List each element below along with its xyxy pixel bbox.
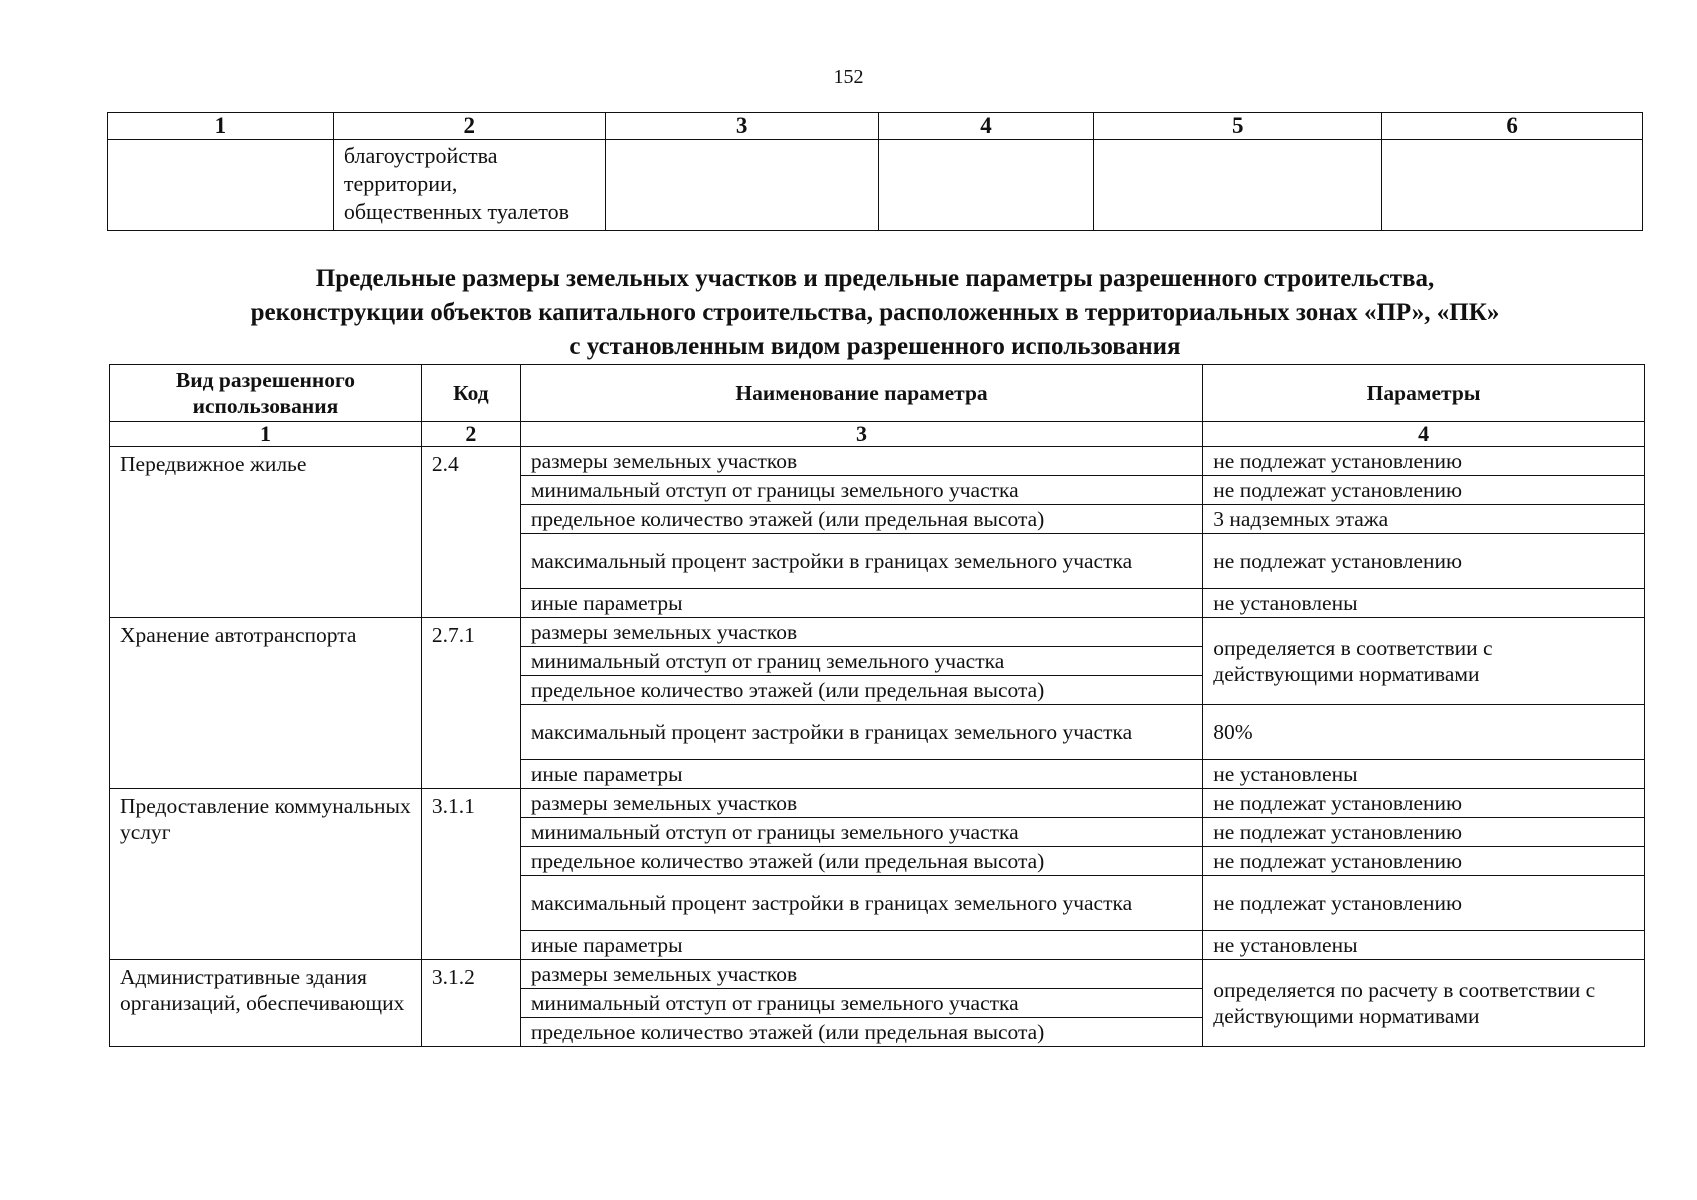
value-cell: не подлежат установлению — [1203, 534, 1645, 589]
param-cell: предельное количество этажей (или предельная высота) — [520, 676, 1202, 705]
code-cell: 2.7.1 — [421, 618, 520, 789]
param-cell: иные параметры — [520, 760, 1202, 789]
param-cell: предельное количество этажей (или предельная высота) — [520, 1018, 1202, 1047]
column-number: 3 — [520, 422, 1202, 447]
continuation-header-row — [108, 113, 1643, 140]
code-cell: 2.4 — [421, 447, 520, 618]
section-title — [107, 262, 1643, 364]
param-cell: размеры земельных участков — [520, 789, 1202, 818]
param-cell: минимальный отступ от границ земельного участка — [520, 647, 1202, 676]
value-cell: не установлены — [1203, 931, 1645, 960]
table-cell — [878, 140, 1094, 231]
table-row — [110, 960, 1645, 989]
code-cell: 3.1.2 — [421, 960, 520, 1047]
column-number: 2 — [333, 113, 605, 140]
header-code: Код — [421, 365, 520, 422]
value-cell: не установлены — [1203, 760, 1645, 789]
column-number: 6 — [1382, 113, 1643, 140]
param-cell: предельное количество этажей (или предельная высота) — [520, 505, 1202, 534]
column-number: 1 — [110, 422, 422, 447]
value-cell: не подлежат установлению — [1203, 789, 1645, 818]
column-number: 1 — [108, 113, 334, 140]
header-param: Наименование параметра — [520, 365, 1202, 422]
parameters-table — [109, 364, 1645, 1047]
header-row — [110, 365, 1645, 422]
value-cell: 3 надземных этажа — [1203, 505, 1645, 534]
section-title-line: с установленным видом разрешенного использования — [569, 333, 1181, 360]
table-cell — [1382, 140, 1643, 231]
param-cell: минимальный отступ от границы земельного участка — [520, 818, 1202, 847]
value-cell: не подлежат установлению — [1203, 847, 1645, 876]
column-number: 3 — [605, 113, 878, 140]
param-cell: максимальный процент застройки в границах земельного участка — [520, 705, 1202, 760]
table-cell — [108, 140, 334, 231]
table-cell: благоустройства территории, общественных туалетов — [333, 140, 605, 231]
continuation-row — [108, 140, 1643, 231]
column-number-row — [110, 422, 1645, 447]
column-number: 4 — [878, 113, 1094, 140]
header-value: Параметры — [1203, 365, 1645, 422]
value-cell: 80% — [1203, 705, 1645, 760]
section-title-line: реконструкции объектов капитального строительства, расположенных в территориальных зонах «ПР», «ПК» — [250, 299, 1500, 326]
param-cell: размеры земельных участков — [520, 960, 1202, 989]
param-cell: предельное количество этажей (или предельная высота) — [520, 847, 1202, 876]
table-cell — [1094, 140, 1382, 231]
param-cell: минимальный отступ от границы земельного участка — [520, 989, 1202, 1018]
param-cell: размеры земельных участков — [520, 618, 1202, 647]
header-use: Вид разрешенного использования — [110, 365, 422, 422]
param-cell: минимальный отступ от границы земельного участка — [520, 476, 1202, 505]
table-cell — [605, 140, 878, 231]
column-number: 2 — [421, 422, 520, 447]
continuation-table — [107, 112, 1643, 231]
value-cell: определяется по расчету в соответствии с действующими нормативами — [1203, 960, 1645, 1047]
table-row — [110, 618, 1645, 647]
value-cell: не подлежат установлению — [1203, 476, 1645, 505]
param-cell: размеры земельных участков — [520, 447, 1202, 476]
column-number: 4 — [1203, 422, 1645, 447]
code-cell: 3.1.1 — [421, 789, 520, 960]
use-type-cell: Передвижное жилье — [110, 447, 422, 618]
value-cell: не подлежат установлению — [1203, 876, 1645, 931]
param-cell: максимальный процент застройки в границах земельного участка — [520, 534, 1202, 589]
table-row — [110, 789, 1645, 818]
value-cell: не подлежат установлению — [1203, 447, 1645, 476]
section-title-line: Предельные размеры земельных участков и предельные параметры разрешенного строительства, — [315, 265, 1435, 292]
use-type-cell: Хранение автотранспорта — [110, 618, 422, 789]
use-type-cell: Предоставление коммунальных услуг — [110, 789, 422, 960]
value-cell: определяется в соответствии с действующими нормативами — [1203, 618, 1645, 705]
param-cell: иные параметры — [520, 589, 1202, 618]
column-number: 5 — [1094, 113, 1382, 140]
use-type-cell: Административные здания организаций, обеспечивающих — [110, 960, 422, 1047]
table-row — [110, 447, 1645, 476]
value-cell: не установлены — [1203, 589, 1645, 618]
param-cell: иные параметры — [520, 931, 1202, 960]
value-cell: не подлежат установлению — [1203, 818, 1645, 847]
page-number: 152 — [833, 66, 864, 88]
param-cell: максимальный процент застройки в границах земельного участка — [520, 876, 1202, 931]
